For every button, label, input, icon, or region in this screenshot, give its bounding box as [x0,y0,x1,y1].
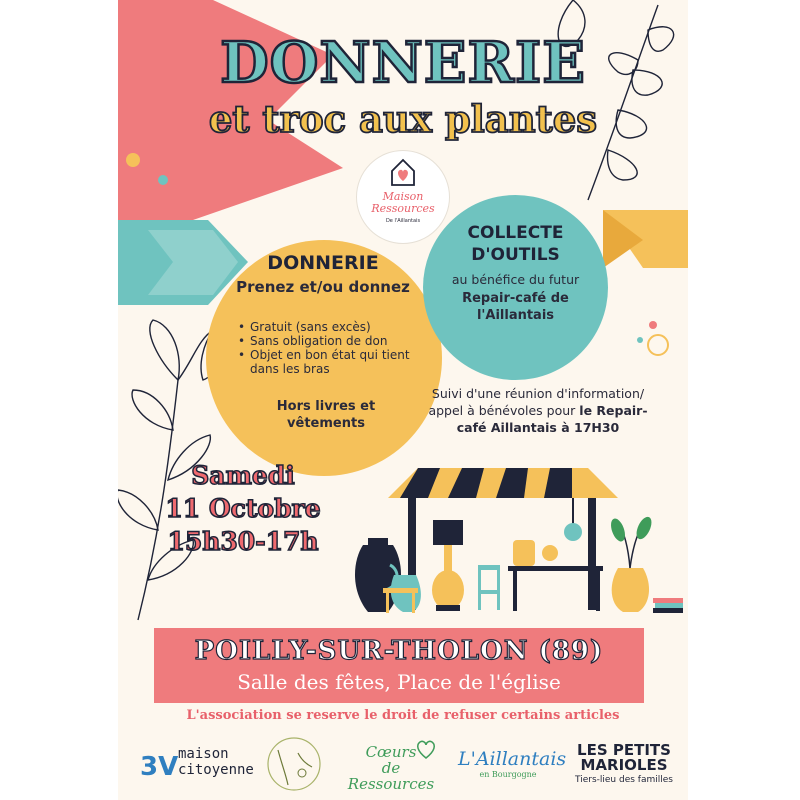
main-title: DONNERIE [220,30,586,96]
maison-ressources-subtitle: De l'Aillantais [385,218,421,224]
date-date: 11 Octobre [165,494,321,523]
donnerie-heading: DONNERIE [267,252,379,274]
disclaimer: L'association se reserve le droit de refuser certains articles [186,708,620,723]
donnerie-list [236,320,430,376]
list-item: • Objet en bon état qui tient dans les bras [250,348,430,376]
hibou-logo-icon [258,735,330,793]
donnerie-subheading: Prenez et/ou donnez [236,278,410,296]
heart-icon [414,738,438,760]
maison-ressources-name: Maison Ressources [371,190,435,215]
maison-citoyenne-mark: 3V [140,752,178,782]
market-stall-illustration [355,468,683,613]
list-item: • Gratuit (sans excès) [250,320,430,334]
teal-dot [158,175,168,185]
maison-citoyenne-logo: maison citoyenne [178,746,254,778]
sub-title: et troc aux plantes [208,97,598,141]
location-banner [154,628,644,703]
date-day: Samedi [191,461,295,490]
aillantais-logo: L'Aillantais en Bourgogne [458,748,567,779]
maison-citoyenne-logo-icon [138,745,178,785]
location-city: POILLY-SUR-THOLON (89) [194,636,604,666]
poster [118,0,688,800]
yellow-dot [126,153,140,167]
coeurs-de-ressources-logo: Cœurs de Ressources [347,743,435,793]
list-item: • Sans obligation de don [250,334,430,348]
collecte-repair-cafe: Repair-café de l'Aillantais [462,291,569,323]
location-place: Salle des fêtes, Place de l'église [237,670,561,694]
collecte-heading: COLLECTE D'OUTILS [467,223,564,265]
house-heart-icon [389,157,417,187]
collecte-subtitle: au bénéfice du futur [451,272,580,287]
donnerie-footer: Hors livres et vêtements [276,399,376,431]
petits-marioles-logo: LES PETITS MARIOLES Tiers-lieu des familles [575,741,673,785]
suivi-text: Suivi d'une réunion d'information/ appel à bénévoles pour le Repair-café Aillantais à 17H30 [428,386,648,435]
suivi-bold: le Repair-café Aillantais à 17H30 [456,403,648,435]
date-time: 15h30-17h [167,527,319,556]
